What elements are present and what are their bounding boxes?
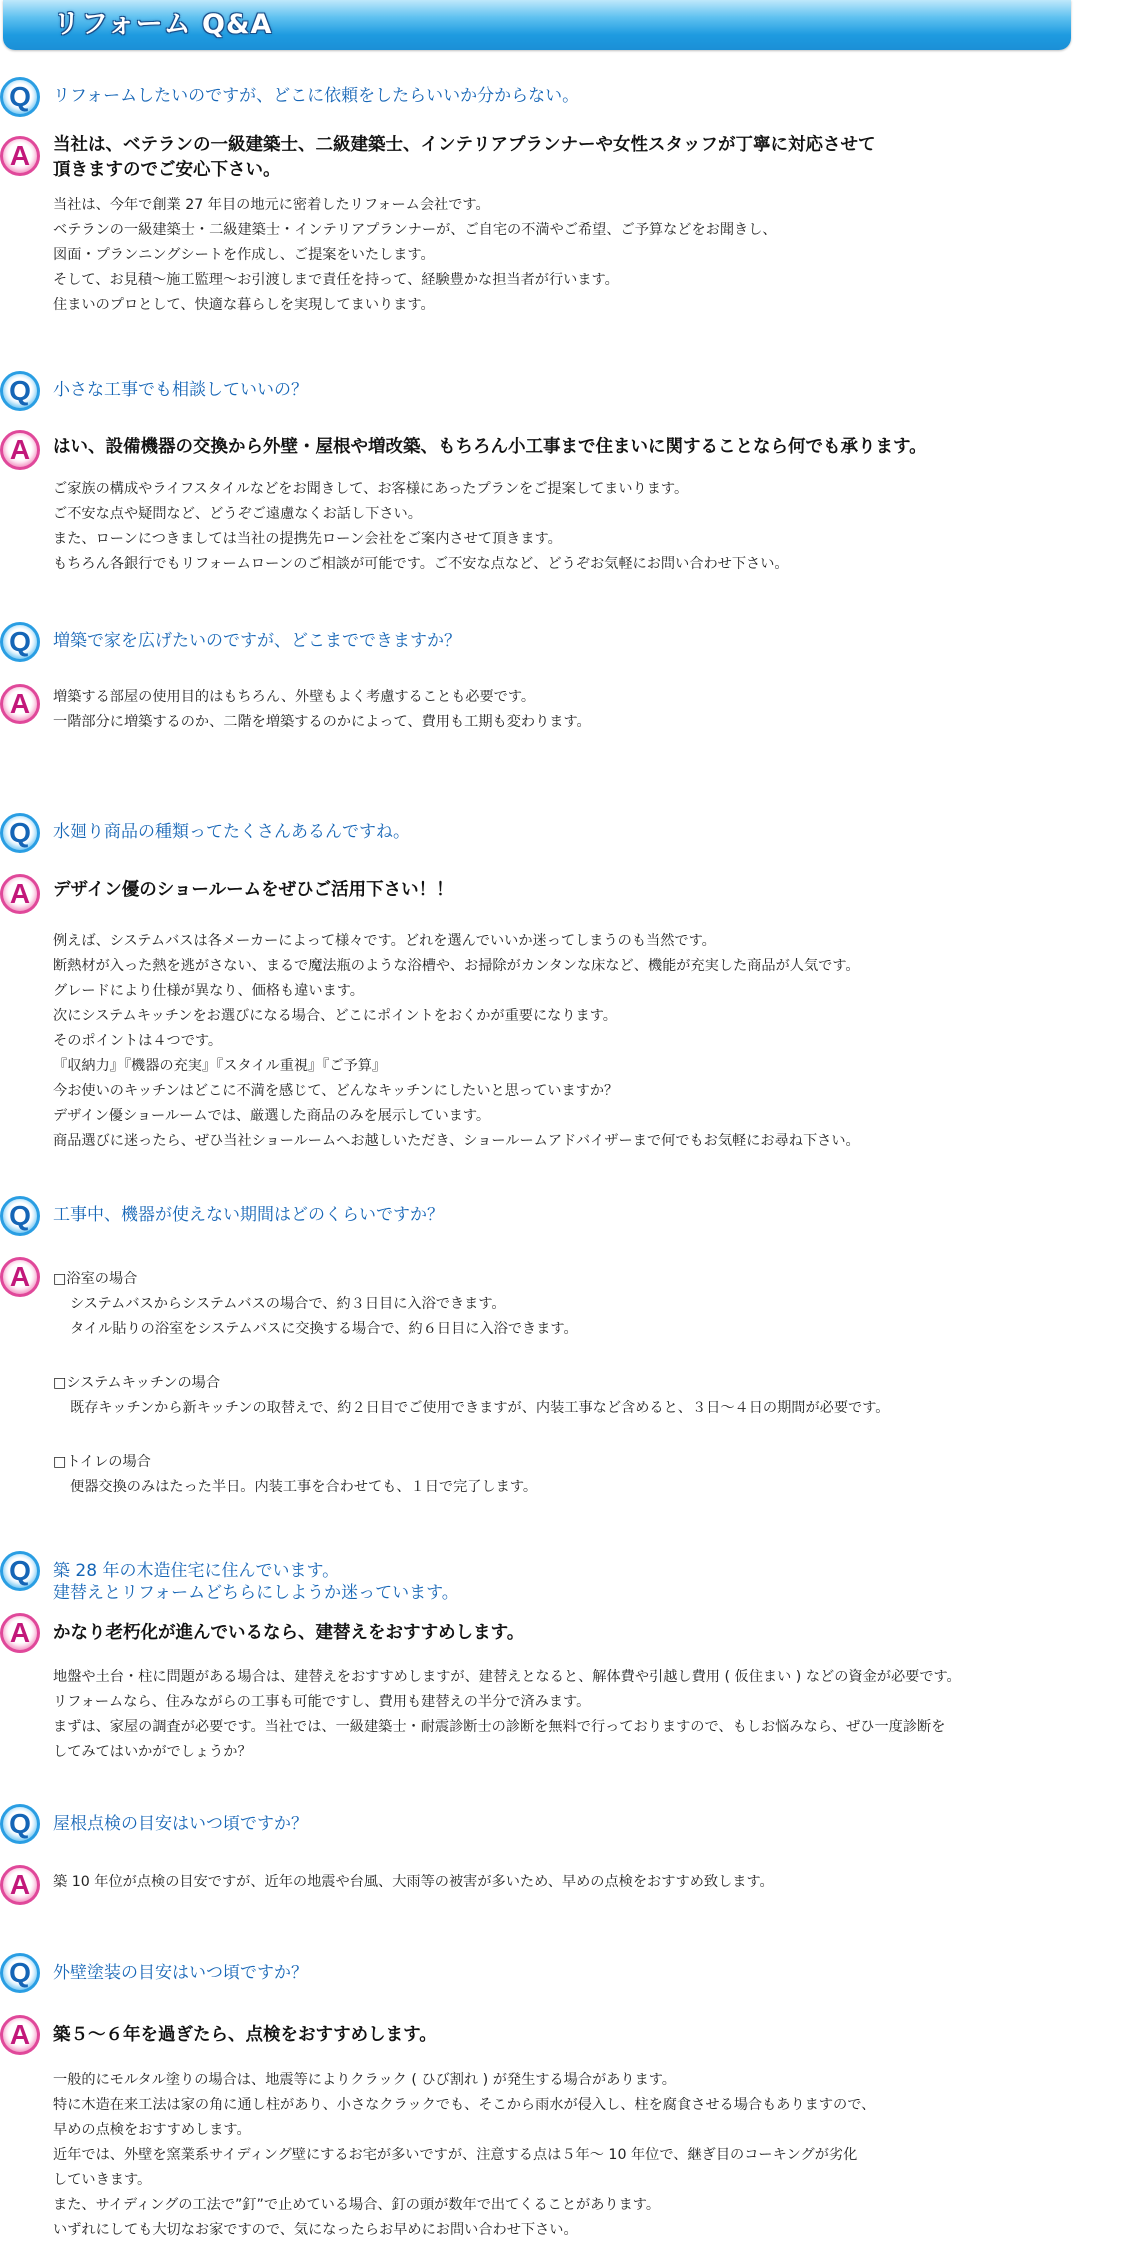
question-q-icon: Q xyxy=(0,1551,40,1591)
answer-lead: デザイン優のショールームをぜひご活用下さい！！ xyxy=(53,880,454,900)
answer-a-icon: A xyxy=(0,1613,40,1653)
question-text: 築 28 年の木造住宅に住んでいます。 建替えとリフォームどちらにしようか迷っています。 xyxy=(53,1561,459,1603)
answer-a-icon: A xyxy=(0,684,40,724)
question-q-icon: Q xyxy=(0,1804,40,1844)
question-text: リフォームしたいのですが、どこに依頼をしたらいいか分からない。 xyxy=(53,86,580,106)
answer-a-icon: A xyxy=(0,1865,40,1905)
answer-lead: 築５～６年を過ぎたら、点検をおすすめします。 xyxy=(53,2025,437,2045)
answer-lead: かなり老朽化が進んでいるなら、建替えをおすすめします。 xyxy=(53,1623,525,1643)
question-q-icon: Q xyxy=(0,1953,40,1993)
question-q-icon: Q xyxy=(0,622,40,662)
answer-lead: 当社は、ベテランの一級建築士、二級建築士、インテリアプランナーや女性スタッフが丁寧に対応させて 頂きますのでご安心下さい。 xyxy=(53,135,876,180)
question-q-icon: Q xyxy=(0,371,40,411)
question-q-icon: Q xyxy=(0,77,40,117)
answer-body: 築 10 年位が点検の目安ですが、近年の地震や台風、大雨等の被害が多いため、早めの点検をおすすめ致します。 xyxy=(53,1874,774,1890)
question-text: 屋根点検の目安はいつ頃ですか？ xyxy=(53,1814,308,1834)
question-text: 工事中、機器が使えない期間はどのくらいですか？ xyxy=(53,1205,444,1225)
answer-body: 増築する部屋の使用目的はもちろん、外壁もよく考慮することも必要です。 一階部分に増築するのか、二階を増築するのかによって、費用も工期も変わります。 xyxy=(53,689,591,730)
answer-a-icon: A xyxy=(0,136,40,176)
answer-a-icon: A xyxy=(0,1257,40,1297)
answer-body: 例えば、システムバスは各メーカーによって様々です。どれを選んでいいか迷ってしまうのも当然です。 断熱材が入った熱を逃がさない、まるで魔法瓶のような浴槽や、お掃除がカンタンな床など、機能が充実した商品が人気です。 グレードにより仕様が異なり、価格も違います。 次にシステムキッチンをお選びになる場合、どこにポイントをおくかが重要になります。 そのポイントは４つです。 『収納力』『機器の充実』『スタイル重視』『ご予算』 今お使いのキッチンはどこに不満を感じて、どんなキッチンにしたいと思っていますか？ デザイン優ショールームでは、厳選した商品のみを展示しています。 商品選びに迷ったら、ぜひ当社ショールームへお越しいただき、ショールームアドバイザーまで何でもお気軽にお尋ね下さい。 xyxy=(53,933,860,1149)
header-bar xyxy=(3,0,1071,50)
answer-body: 当社は、今年で創業 27 年目の地元に密着したリフォーム会社です。 ベテランの一級建築士・二級建築士・インテリアプランナーが、ご自宅の不満やご希望、ご予算などをお聞きし、 図面・プランニングシートを作成し、ご提案をいたします。 そして、お見積～施工監理～お引渡しまで責任を持って、経験豊かな担当者が行います。 住まいのプロとして、快適な暮らしを実現してまいります。 xyxy=(53,197,777,313)
page-title: リフォーム Q&A xyxy=(53,9,273,40)
question-q-icon: Q xyxy=(0,1196,40,1236)
answer-body: □浴室の場合 システムバスからシステムバスの場合で、約３日目に入浴できます。 タイル貼りの浴室をシステムバスに交換する場合で、約６日目に入浴できます。 □システムキッチンの場合 既存キッチンから新キッチンの取替えで、約２日目でご使用できますが、内装工事など含めると、３日～４日の期間が必要です。 □トイレの場合 便器交換のみはたった半日。内装工事を合わせても、１日で完了します。 xyxy=(53,1271,890,1495)
question-text: 増築で家を広げたいのですが、どこまでできますか？ xyxy=(53,631,461,651)
answer-body: ご家族の構成やライフスタイルなどをお聞きして、お客様にあったプランをご提案してまいります。 ご不安な点や疑問など、どうぞご遠慮なくお話し下さい。 また、ローンにつきましては当社の提携先ローン会社をご案内させて頂きます。 もちろん各銀行でもリフォームローンのご相談が可能です。ご不安な点など、どうぞお気軽にお問い合わせ下さい。 xyxy=(53,481,789,572)
question-text: 小さな工事でも相談していいの？ xyxy=(53,380,308,400)
answer-a-icon: A xyxy=(0,874,40,914)
question-q-icon: Q xyxy=(0,813,40,853)
question-text: 外壁塗装の目安はいつ頃ですか？ xyxy=(53,1963,308,1983)
answer-body: 一般的にモルタル塗りの場合は、地震等によりクラック ( ひび割れ ) が発生する場合があります。 特に木造在来工法は家の角に通し柱があり、小さなクラックでも、そこから雨水が侵入し、柱を腐食させる場合もありますので、 早めの点検をおすすめします。 近年では、外壁を窯業系サイディング壁にするお宅が多いですが、注意する点は５年～ 10 年位で、継ぎ目のコーキングが劣化 していきます。 また、サイディングの工法で”釘”で止めている場合、釘の頭が数年で出てくることがあります。 いずれにしても大切なお家ですので、気になったらお早めにお問い合わせ下さい。 xyxy=(53,2072,876,2238)
question-text: 水廻り商品の種類ってたくさんあるんですね。 xyxy=(53,822,410,842)
answer-lead: はい、設備機器の交換から外壁・屋根や増改築、もちろん小工事まで住まいに関することなら何でも承ります。 xyxy=(53,437,927,457)
answer-a-icon: A xyxy=(0,430,40,470)
answer-body: 地盤や土台・柱に問題がある場合は、建替えをおすすめしますが、建替えとなると、解体費や引越し費用 ( 仮住まい ) などの資金が必要です。 リフォームなら、住みながらの工事も可能ですし、費用も建替えの半分で済みます。 まずは、家屋の調査が必要です。当社では、一級建築士・耐震診断士の診断を無料で行っておりますので、もしお悩みなら、ぜひ一度診断を してみてはいかがでしょうか？ xyxy=(53,1669,961,1760)
answer-a-icon: A xyxy=(0,2015,40,2055)
